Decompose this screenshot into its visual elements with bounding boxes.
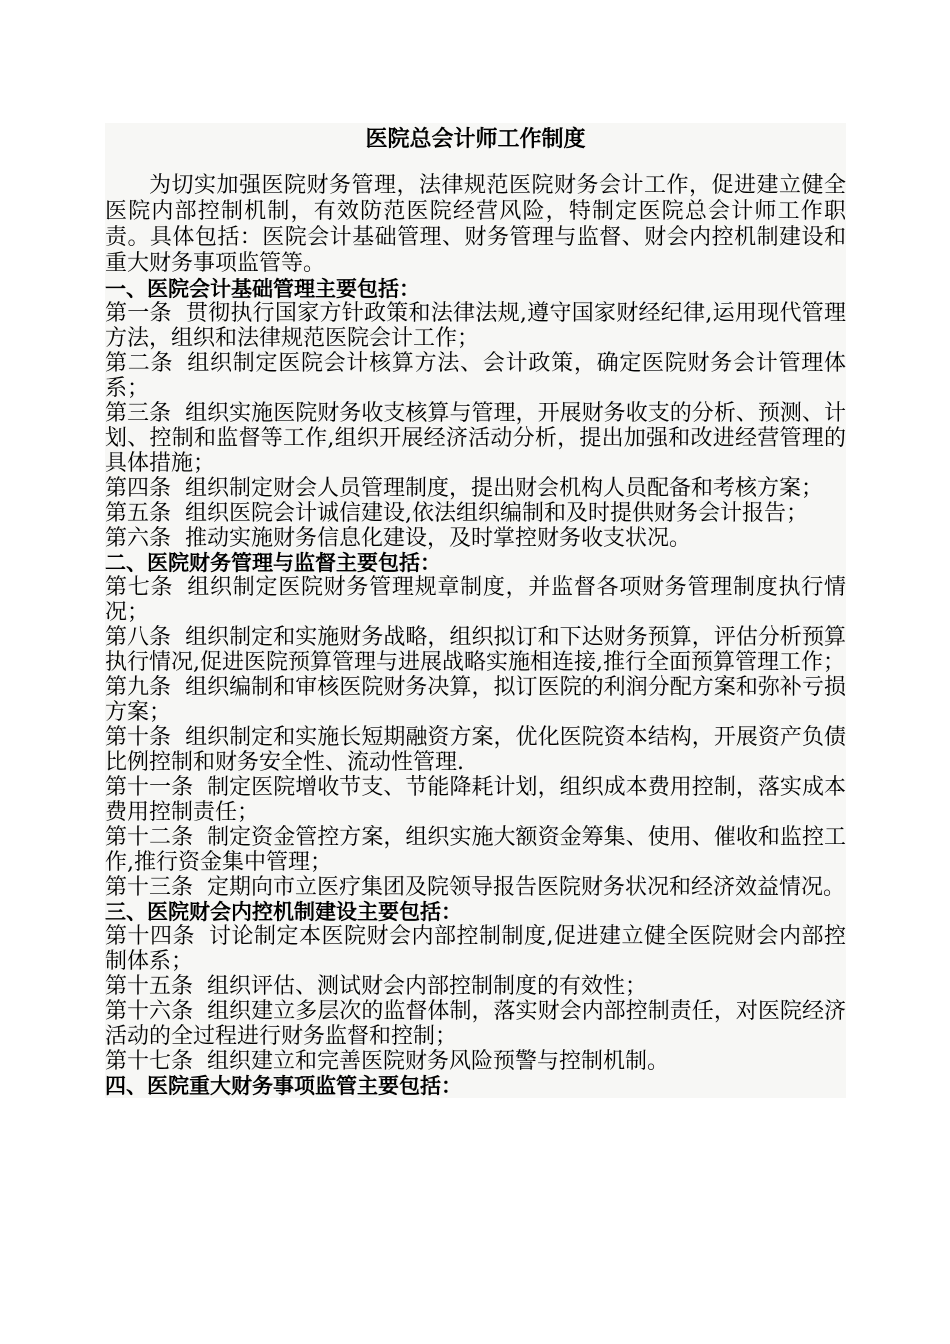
article-3	[105, 401, 846, 476]
article-text: 制定医院增收节支、节能降耗计划，组织成本费用控制，落实成本费用控制责任；	[105, 775, 846, 825]
section-heading: 二、医院财务管理与监督主要包括：	[105, 551, 441, 575]
article-number: 第五条	[105, 501, 172, 526]
section-heading: 三、医院财会内控机制建设主要包括：	[105, 900, 462, 924]
article-number: 第八条	[105, 625, 172, 650]
article-text: 制定资金管控方案，组织实施大额资金筹集、使用、催收和监控工作,推行资金集中管理；	[105, 825, 846, 875]
article-number: 第九条	[105, 675, 172, 700]
article-text: 组织制定医院财务管理规章制度，并监督各项财务管理制度执行情况；	[105, 575, 846, 625]
article-text: 组织建立和完善医院财务风险预警与控制机制。	[207, 1049, 670, 1074]
article-6	[105, 526, 846, 551]
article-number: 第十条	[105, 725, 172, 750]
article-text: 组织制定和实施财务战略，组织拟订和下达财务预算，评估分析预算执行情况,促进医院预算管理与进展战略实施相连接,推行全面预算管理工作；	[105, 625, 846, 675]
article-text: 组织制定医院会计核算方法、会计政策，确定医院财务会计管理体系；	[105, 351, 846, 401]
article-number: 第二条	[105, 351, 174, 376]
page-title: 医院总会计师工作制度	[365, 127, 586, 152]
article-text: 组织评估、测试财会内部控制制度的有效性；	[207, 974, 648, 999]
article-number: 第四条	[105, 476, 172, 501]
article-9	[105, 675, 846, 725]
article-12	[105, 825, 846, 875]
article-10	[105, 725, 846, 775]
section-heading: 一、医院会计基础管理主要包括：	[105, 277, 420, 301]
article-number: 第六条	[105, 526, 172, 551]
article-2	[105, 351, 846, 401]
article-number: 第一条	[105, 301, 172, 326]
article-text: 组织建立多层次的监督体制，落实财会内部控制责任，对医院经济活动的全过程进行财务监督和控制；	[105, 999, 846, 1049]
article-number: 第十五条	[105, 974, 194, 999]
article-text: 讨论制定本医院财会内部控制制度,促进建立健全医院财会内部控制体系；	[105, 924, 846, 974]
article-text: 组织医院会计诚信建设,依法组织编制和及时提供财务会计报告；	[185, 501, 809, 526]
section-1	[105, 277, 846, 551]
article-17	[105, 1049, 846, 1074]
article-text: 推动实施财务信息化建设，及时掌控财务收支状况。	[185, 526, 692, 551]
article-text: 组织制定财会人员管理制度，提出财会机构人员配备和考核方案；	[185, 476, 824, 501]
article-number: 第十一条	[105, 775, 194, 800]
article-text: 贯彻执行国家方针政策和法律法规,遵守国家财经纪律,运用现代管理方法，组织和法律规范医院会计工作；	[105, 301, 846, 351]
article-13	[105, 875, 846, 900]
section-3	[105, 900, 846, 1074]
article-16	[105, 999, 846, 1049]
article-text: 定期向市立医疗集团及院领导报告医院财务状况和经济效益情况。	[207, 875, 846, 900]
article-7	[105, 575, 846, 625]
article-number: 第十六条	[105, 999, 194, 1024]
article-5	[105, 501, 846, 526]
article-number: 第七条	[105, 575, 174, 600]
article-text: 组织制定和实施长短期融资方案，优化医院资本结构，开展资产负债比例控制和财务安全性、流动性管理.	[105, 725, 846, 775]
article-1	[105, 301, 846, 351]
section-4	[105, 1074, 846, 1098]
article-4	[105, 476, 846, 501]
article-number: 第十七条	[105, 1049, 194, 1074]
section-2	[105, 551, 846, 900]
section-heading: 四、医院重大财务事项监管主要包括：	[105, 1074, 462, 1098]
article-14	[105, 924, 846, 974]
article-number: 第十三条	[105, 875, 194, 900]
article-text: 组织编制和审核医院财务决算，拟订医院的利润分配方案和弥补亏损方案；	[105, 675, 846, 725]
article-text: 组织实施医院财务收支核算与管理，开展财务收支的分析、预测、计划、控制和监督等工作,组织开展经济活动分析，提出加强和改进经营管理的具体措施；	[105, 401, 846, 476]
article-8	[105, 625, 846, 675]
document-page	[105, 123, 846, 1098]
intro-paragraph: 为切实加强医院财务管理，法律规范医院财务会计工作，促进建立健全医院内部控制机制，有效防范医院经营风险，特制定医院总会计师工作职责。具体包括：医院会计基础管理、财务管理与监督、财会内控机制建设和重大财务事项监管等。	[105, 173, 846, 276]
article-15	[105, 974, 846, 999]
article-number: 第十四条	[105, 924, 195, 949]
article-number: 第十二条	[105, 825, 194, 850]
article-number: 第三条	[105, 401, 172, 426]
article-11	[105, 775, 846, 825]
